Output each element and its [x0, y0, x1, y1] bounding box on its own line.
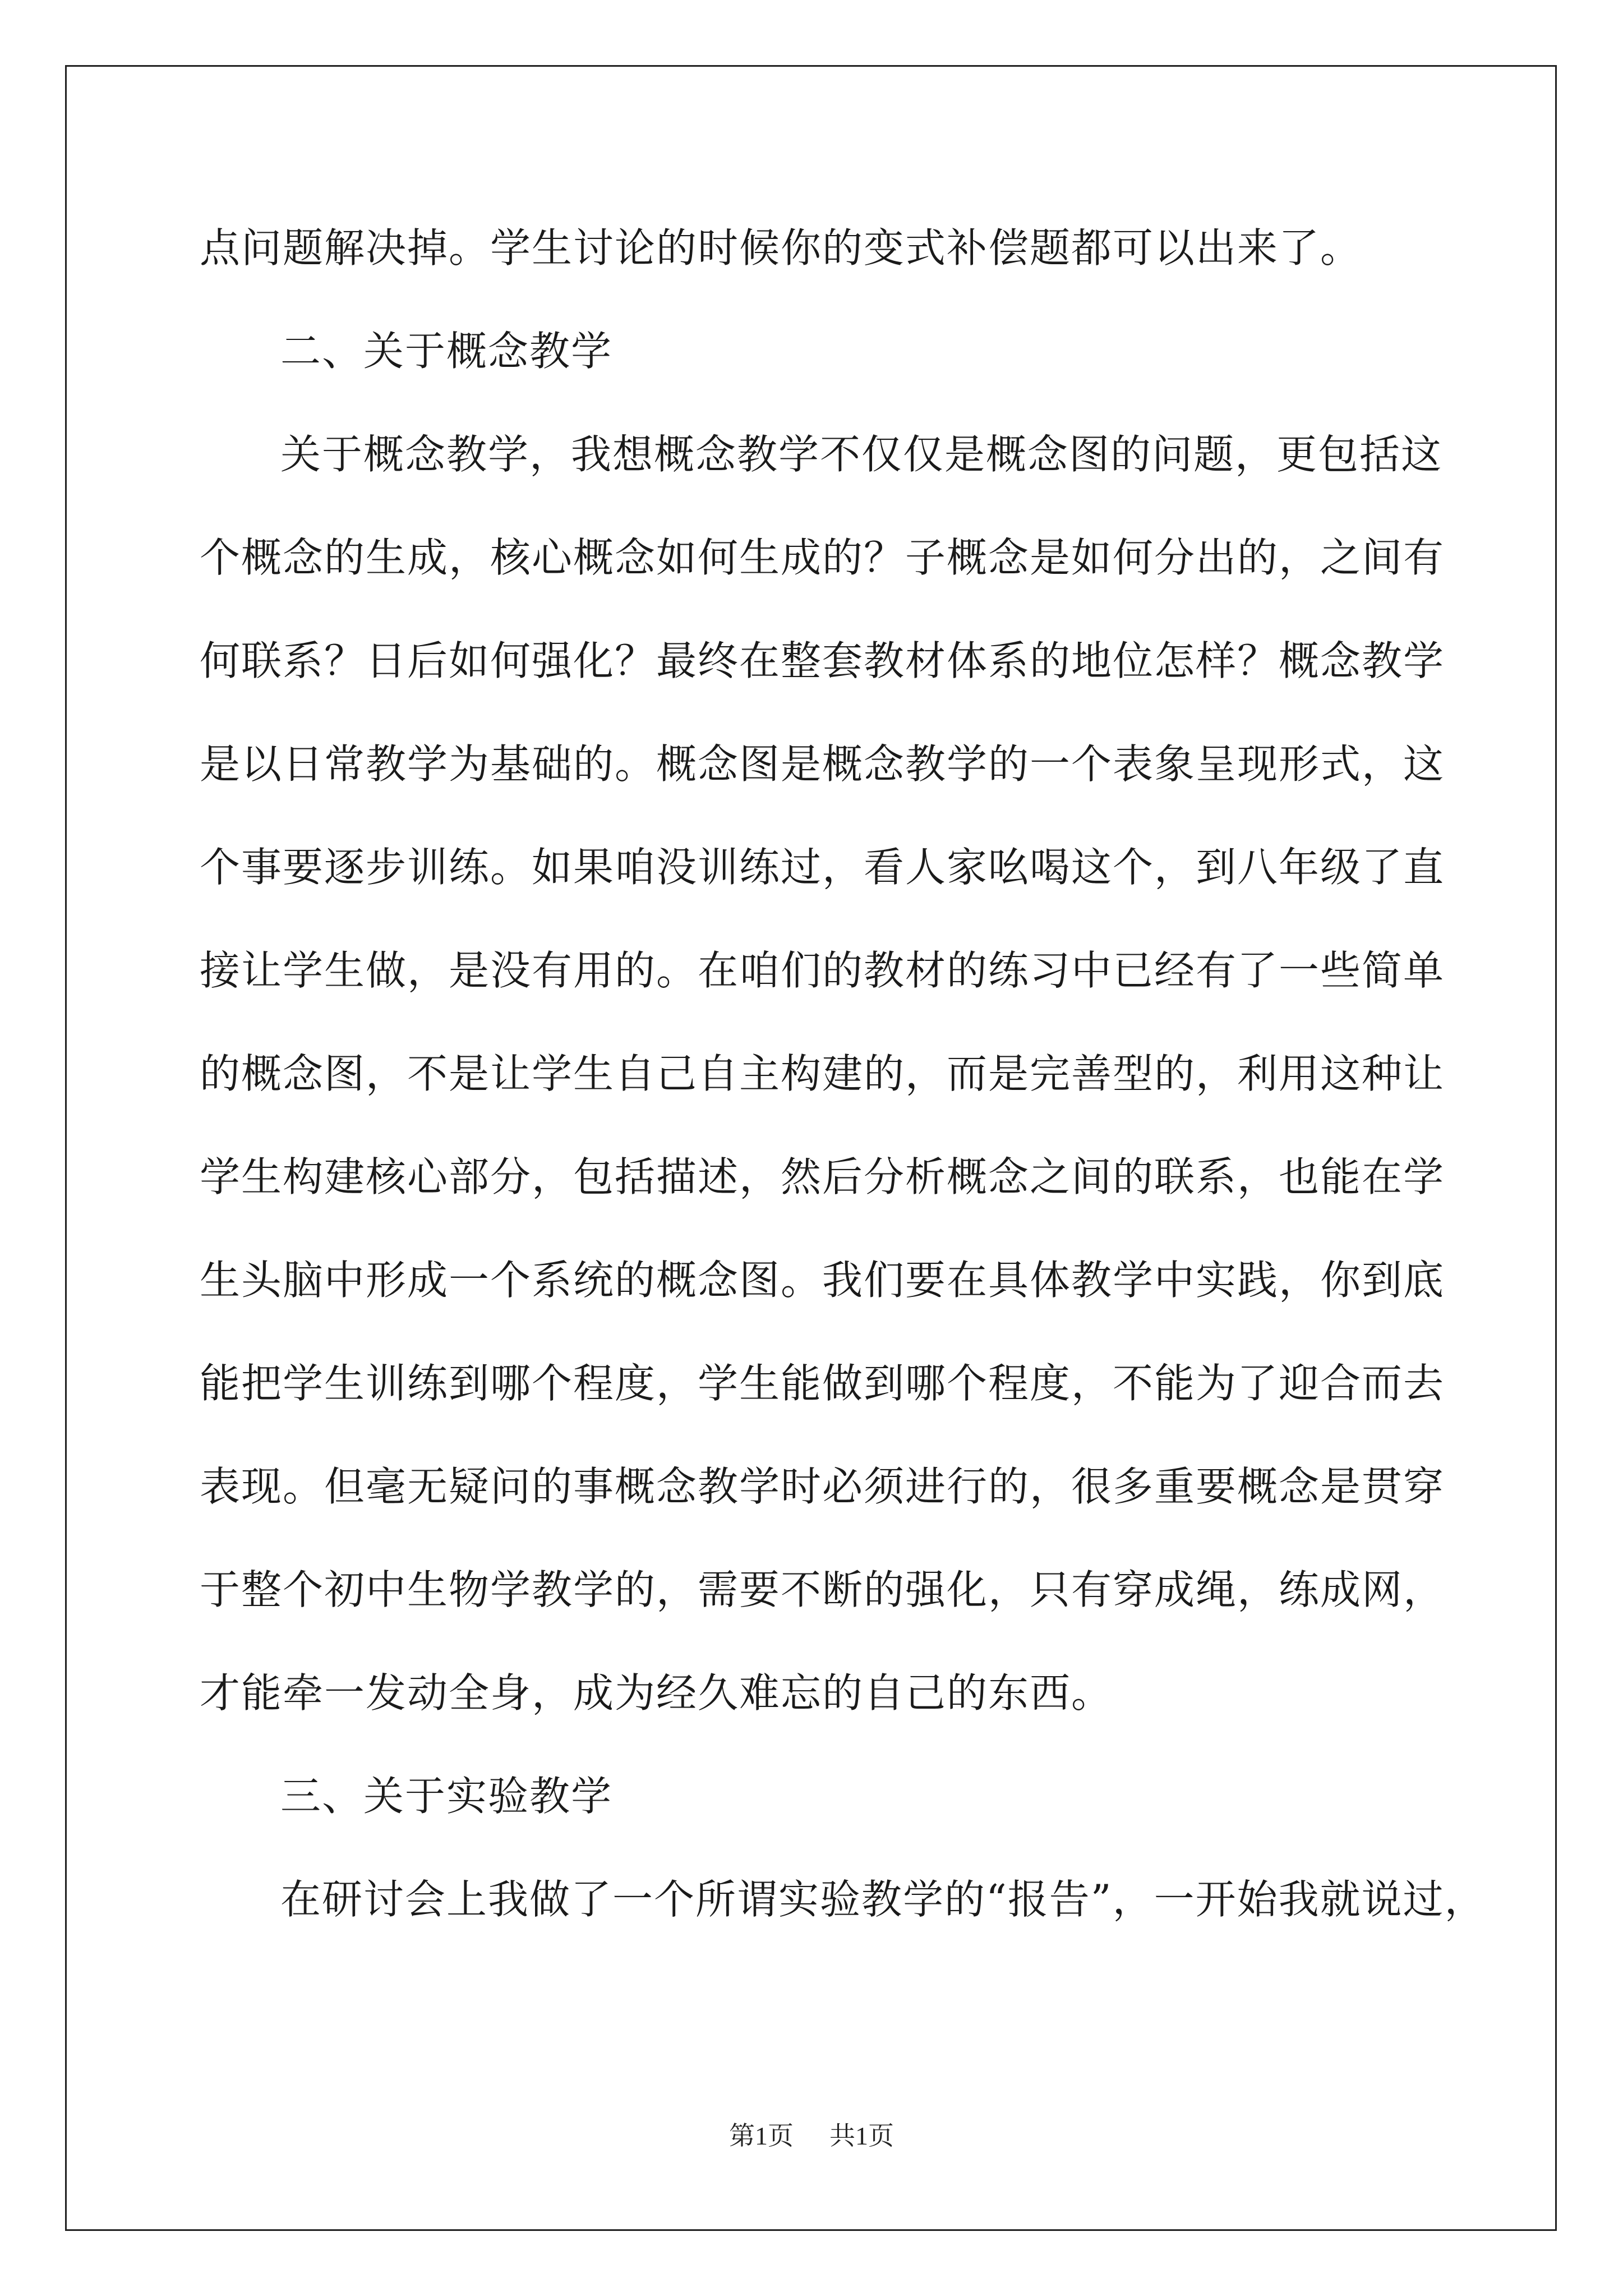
- text-line: 是以日常教学为基础的。概念图是概念教学的一个表象呈现形式，这: [200, 740, 1445, 788]
- text-line: 生头脑中形成一个系统的概念图。我们要在具体教学中实践，你到底: [200, 1257, 1445, 1304]
- section-heading: 二、关于概念教学: [280, 328, 613, 375]
- text-line: 个事要逐步训练。如果咱没训练过，看人家吆喝这个，到八年级了直: [200, 844, 1445, 891]
- text-line: 在研讨会上我做了一个所谓实验教学的“报告”，一开始我就说过，: [280, 1876, 1486, 1923]
- page-footer: [0, 2119, 1623, 2153]
- text-line: 学生构建核心部分，包括描述，然后分析概念之间的联系，也能在学: [200, 1153, 1445, 1200]
- text-line: 接让学生做，是没有用的。在咱们的教材的练习中已经有了一些简单: [200, 947, 1445, 994]
- text-line: 于整个初中生物学教学的，需要不断的强化，只有穿成绳，练成网，: [200, 1566, 1445, 1613]
- text-line: 才能牵一发动全身，成为经久难忘的自己的东西。: [200, 1669, 1113, 1717]
- section-heading: 三、关于实验教学: [280, 1773, 613, 1820]
- text-line: 的概念图，不是让学生自己自主构建的，而是完善型的，利用这种让: [200, 1050, 1445, 1097]
- page-number: 第1页: [729, 2122, 794, 2150]
- text-line: 个概念的生成，核心概念如何生成的？子概念是如何分出的，之间有: [200, 534, 1445, 581]
- text-line: 能把学生训练到哪个程度，学生能做到哪个程度，不能为了迎合而去: [200, 1360, 1445, 1407]
- page-total: 共1页: [829, 2122, 894, 2150]
- text-line: 关于概念教学，我想概念教学不仅仅是概念图的问题，更包括这: [280, 431, 1443, 478]
- text-line: 何联系？日后如何强化？最终在整套教材体系的地位怎样？概念教学: [200, 637, 1445, 684]
- text-line: 表现。但毫无疑问的事概念教学时必须进行的，很多重要概念是贯穿: [200, 1463, 1445, 1510]
- text-line: 点问题解决掉。学生讨论的时候你的变式补偿题都可以出来了。: [200, 224, 1362, 272]
